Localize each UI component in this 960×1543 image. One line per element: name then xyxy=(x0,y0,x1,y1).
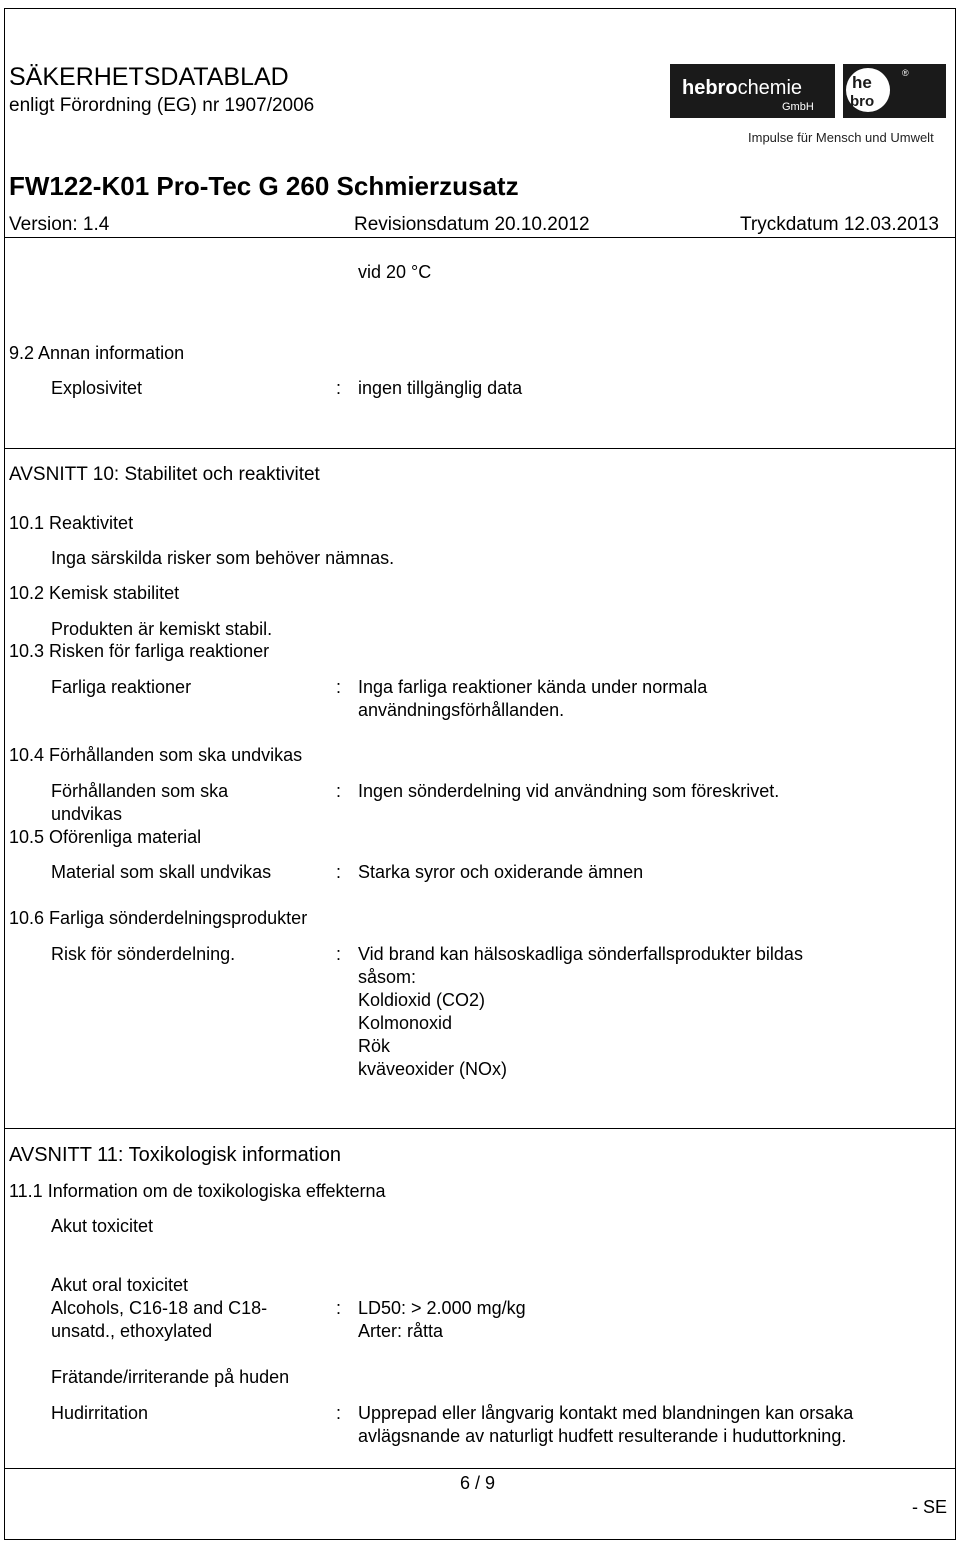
sonderdelning-label: Risk för sönderdelning. xyxy=(51,944,236,964)
section-11-title: AVSNITT 11: Toxikologisk information xyxy=(9,1144,341,1166)
logo-tagline: Impulse für Mensch und Umwelt xyxy=(748,130,934,145)
heading-10-6: 10.6 Farliga sönderdelningsprodukter xyxy=(9,908,308,928)
section-divider xyxy=(4,1128,956,1129)
heading-10-3: 10.3 Risken för farliga reaktioner xyxy=(9,641,270,661)
colon: : xyxy=(336,944,342,964)
skin-heading: Frätande/irriterande på huden xyxy=(51,1367,290,1387)
material-value: Starka syror och oxiderande ämnen xyxy=(358,862,644,882)
hudirritation-label: Hudirritation xyxy=(51,1403,149,1423)
hebrochemie-logo xyxy=(670,64,950,146)
heading-11-1: 11.1 Information om de toxikologiska effekterna xyxy=(9,1181,386,1201)
colon: : xyxy=(336,781,342,801)
hudirritation-value-2: avlägsnande av naturligt hudfett resulterande i huduttorkning. xyxy=(358,1426,847,1446)
logo-registered: ® xyxy=(902,68,909,78)
sonderdelning-value-5: Rök xyxy=(358,1036,391,1056)
print-date: Tryckdatum 12.03.2013 xyxy=(740,214,939,235)
farliga-reaktioner-value-1: Inga farliga reaktioner kända under normala xyxy=(358,677,708,697)
hudirritation-value-1: Upprepad eller långvarig kontakt med blandningen kan orsaka xyxy=(358,1403,854,1423)
colon: : xyxy=(336,378,342,398)
language-code: - SE xyxy=(912,1497,948,1517)
logo-gmbh: GmbH xyxy=(782,101,814,113)
farliga-reaktioner-value-2: användningsförhållanden. xyxy=(358,700,565,720)
heading-10-4: 10.4 Förhållanden som ska undvikas xyxy=(9,745,303,765)
colon: : xyxy=(336,1403,342,1423)
logo-mark-he: he xyxy=(852,73,872,92)
section-10-title: AVSNITT 10: Stabilitet och reaktivitet xyxy=(9,464,320,485)
heading-9-2: 9.2 Annan information xyxy=(9,343,185,363)
logo-brand-text: hebrochemie xyxy=(682,77,803,99)
revision-date: Revisionsdatum 20.10.2012 xyxy=(354,214,590,235)
substance-label-2: unsatd., ethoxylated xyxy=(51,1321,213,1341)
sonderdelning-value-1: Vid brand kan hälsoskadliga sönderfallsprodukter bildas xyxy=(358,944,803,964)
logo-mark-bro: bro xyxy=(850,93,875,110)
heading-10-2: 10.2 Kemisk stabilitet xyxy=(9,583,180,603)
heading-10-5: 10.5 Oförenliga material xyxy=(9,827,202,847)
forhallanden-value: Ingen sönderdelning vid användning som föreskrivet. xyxy=(358,781,780,801)
ld50-value: LD50: > 2.000 mg/kg xyxy=(358,1298,526,1318)
temperature-fragment: vid 20 °C xyxy=(358,262,432,282)
product-name: FW122-K01 Pro-Tec G 260 Schmierzusatz xyxy=(9,171,519,201)
colon: : xyxy=(336,1298,342,1318)
reaktivitet-text: Inga särskilda risker som behöver nämnas. xyxy=(51,548,395,568)
page-number: 6 / 9 xyxy=(460,1473,496,1493)
section-divider xyxy=(4,448,956,449)
sonderdelning-value-4: Kolmonoxid xyxy=(358,1013,453,1033)
explosivitet-label: Explosivitet xyxy=(51,378,143,398)
sonderdelning-value-2: såsom: xyxy=(358,967,417,987)
document-title: SÄKERHETSDATABLAD xyxy=(9,63,289,91)
forhallanden-label-1: Förhållanden som ska xyxy=(51,781,229,801)
substance-label-1: Alcohols, C16-18 and C18- xyxy=(51,1298,268,1318)
akut-oral-label: Akut oral toxicitet xyxy=(51,1275,189,1295)
footer-divider xyxy=(4,1468,956,1469)
material-label: Material som skall undvikas xyxy=(51,862,272,882)
colon: : xyxy=(336,677,342,697)
explosivitet-value: ingen tillgänglig data xyxy=(358,378,523,398)
stabilitet-text: Produkten är kemiskt stabil. xyxy=(51,619,273,639)
sonderdelning-value-3: Koldioxid (CO2) xyxy=(358,990,486,1010)
sonderdelning-value-6: kväveoxider (NOx) xyxy=(358,1059,508,1079)
farliga-reaktioner-label: Farliga reaktioner xyxy=(51,677,192,697)
forhallanden-label-2: undvikas xyxy=(51,804,123,824)
header-divider xyxy=(4,237,956,238)
species-value: Arter: råtta xyxy=(358,1321,444,1341)
version-label: Version: 1.4 xyxy=(9,214,110,235)
colon: : xyxy=(336,862,342,882)
heading-10-1: 10.1 Reaktivitet xyxy=(9,513,134,533)
regulation-text: enligt Förordning (EG) nr 1907/2006 xyxy=(9,95,315,116)
akut-toxicitet-heading: Akut toxicitet xyxy=(51,1216,154,1236)
